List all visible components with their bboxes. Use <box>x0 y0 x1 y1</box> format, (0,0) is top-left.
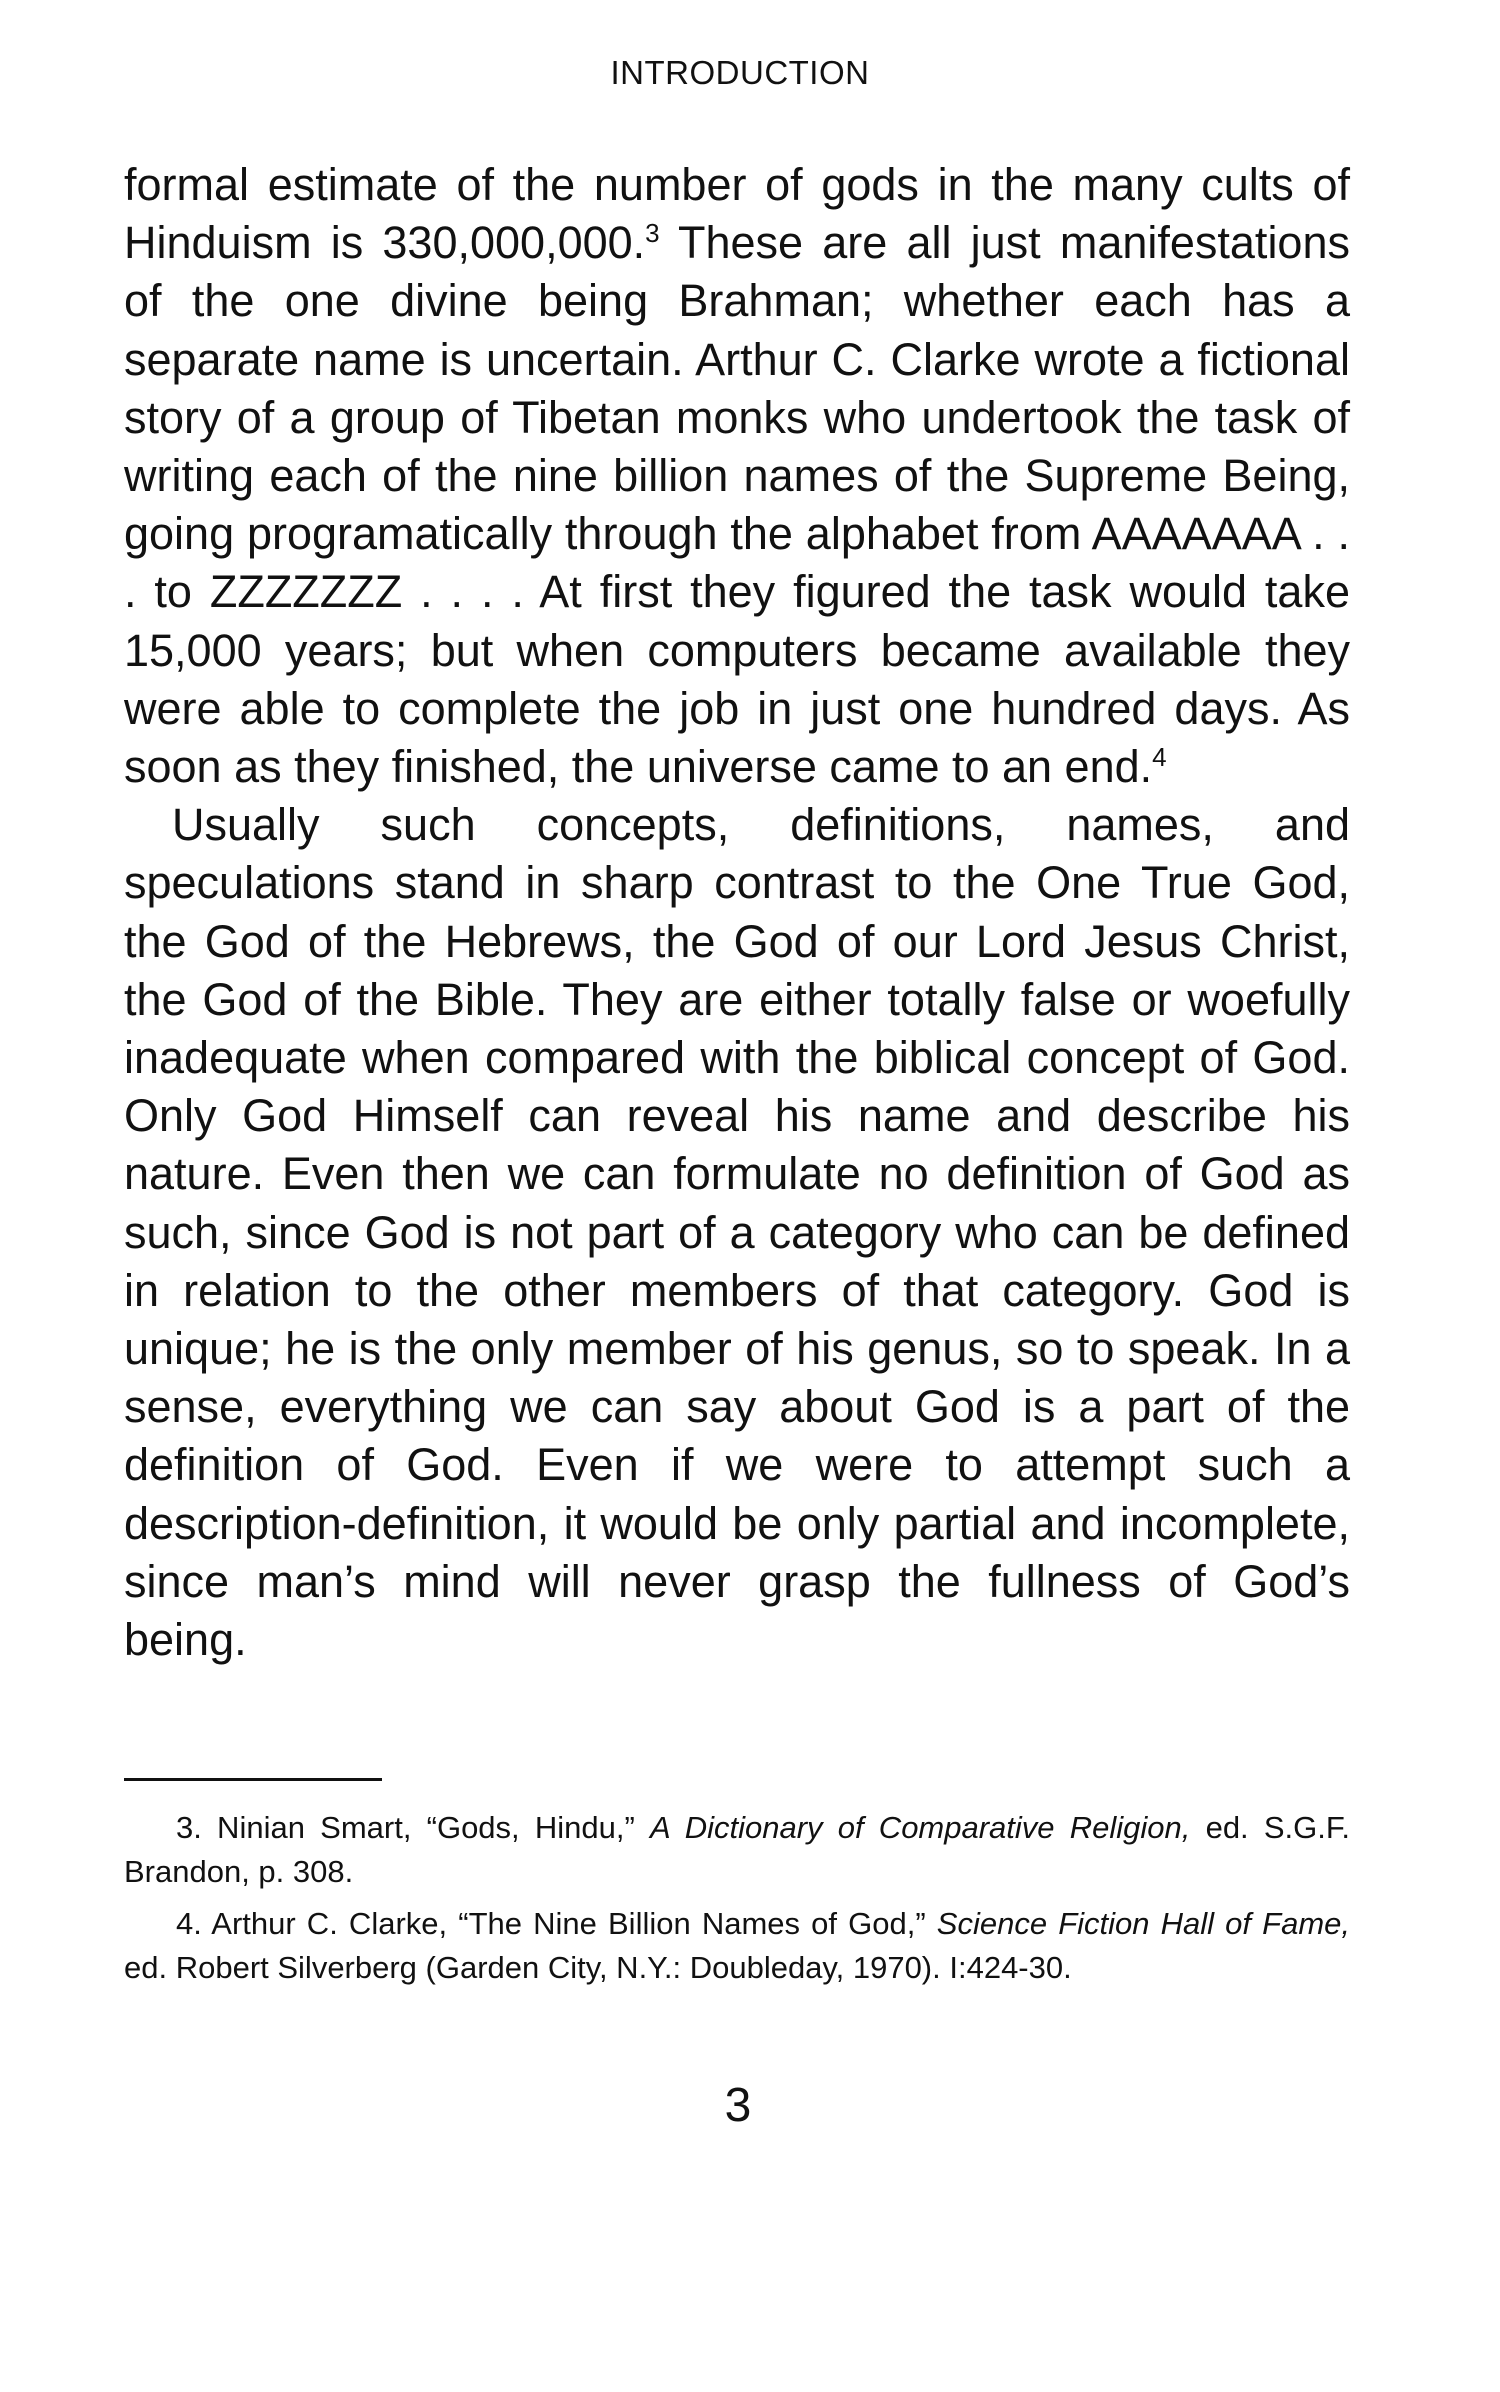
footnote-4 <box>124 1902 1350 1989</box>
footnote-4-lead: 4. Arthur C. Clarke, “The Nine Billion Names of God,” <box>176 1906 937 1941</box>
footnote-ref-4: 4 <box>1152 742 1167 773</box>
footnote-divider <box>124 1778 382 1781</box>
footnote-ref-3: 3 <box>645 218 660 249</box>
running-head: INTRODUCTION <box>610 54 870 91</box>
footnote-3-title: A Dictionary of Comparative Religion, <box>650 1810 1191 1845</box>
footnote-3-tail: ed. S.G.F. Brandon, p. 308. <box>124 1810 1350 1889</box>
paragraph-2: Usually such concepts, definitions, names, and speculations stand in sharp contrast to the One True God, the God of the Hebrews, the God of our Lord Jesus Christ, the God of the Bible. They are either totally false or woefully inadequate when compared with the biblical concept of God. Only God Himself can reveal his name and describe his nature. Even then we can formulate no definition of God as such, since God is not part of a category who can be defined in relation to the other members of that category. God is unique; he is the only member of his genus, so to speak. In a sense, everything we can say about God is a part of the definition of God. Even if we were to attempt such a description-definition, it would be only partial and incomplete, since man’s mind will never grasp the fullness of God’s being. <box>124 799 1350 1666</box>
paragraph-1 <box>124 156 1350 796</box>
footnote-3 <box>124 1806 1350 1893</box>
footnote-3-lead: 3. Ninian Smart, “Gods, Hindu,” <box>176 1810 650 1845</box>
footnote-4-tail: ed. Robert Silverberg (Garden City, N.Y.: Doubleday, 1970). I:424-30. <box>124 1949 1072 1985</box>
footnote-4-title: Science Fiction Hall of Fame, <box>936 1906 1350 1941</box>
body-text <box>124 156 1350 1669</box>
page-number: 3 <box>724 2079 752 2132</box>
paragraph-1-text-b: These are all just manifestations of the one divine being Brahman; whether each has a separate name is uncertain. Arthur C. Clarke wrote a fictional story of a group of Tibetan monks who undertook the task of writing each of the nine billion names of the Supreme Being, going programatically through the alphabet from AAAAAAA . . . to ZZZZZZZ . . . . At first they figured the task would take 15,000 years; but when computers became available they were able to complete the job in just one hundred days. As soon as they finished, the universe came to an end. <box>124 217 1350 793</box>
footnotes <box>124 1806 1350 1998</box>
paragraph-1-text-a: formal estimate of the number of gods in the many cults of Hinduism is 330,000,000. <box>124 159 1350 269</box>
